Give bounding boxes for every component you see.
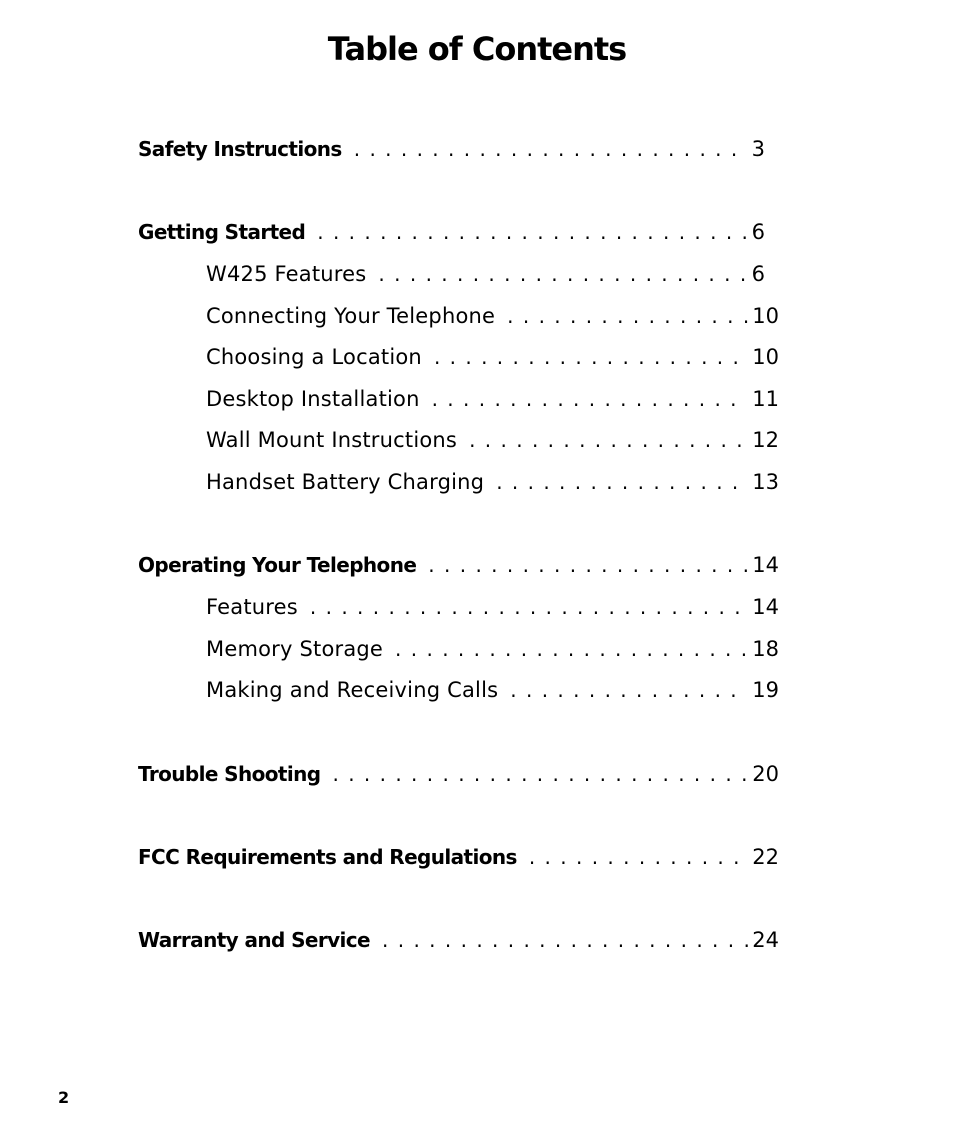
dot-leader <box>378 259 747 289</box>
toc-entry-safety-instructions[interactable] <box>138 134 765 164</box>
dot-leader <box>317 217 747 247</box>
toc-entry-page: 10 <box>752 304 779 328</box>
toc-entry-page: 3 <box>751 137 765 161</box>
toc-entry-label: Getting Started <box>138 220 306 244</box>
toc-entry-page: 24 <box>752 928 779 952</box>
toc-entry-page: 19 <box>752 678 779 702</box>
toc-entry-fcc-requirements[interactable] <box>138 842 779 872</box>
toc-entry-memory-storage[interactable] <box>206 634 779 664</box>
toc-entry-w425-features[interactable] <box>206 259 765 289</box>
toc-entry-connecting-your-telephone[interactable] <box>206 301 779 331</box>
toc-entry-page: 6 <box>751 262 765 286</box>
toc-entry-features[interactable] <box>206 592 779 622</box>
toc-entry-label: Connecting Your Telephone <box>206 304 496 328</box>
dot-leader <box>382 925 748 955</box>
toc-entry-wall-mount-instructions[interactable] <box>206 425 779 455</box>
page-title: Table of Contents <box>327 30 627 68</box>
toc-entry-trouble-shooting[interactable] <box>138 759 779 789</box>
dot-leader <box>529 842 748 872</box>
dot-leader <box>428 550 748 580</box>
toc-entry-page: 13 <box>752 470 779 494</box>
toc-entry-desktop-installation[interactable] <box>206 384 779 414</box>
toc-entry-page: 18 <box>752 637 779 661</box>
toc-entry-operating-your-telephone[interactable] <box>138 550 779 580</box>
dot-leader <box>354 134 748 164</box>
dot-leader <box>395 634 748 664</box>
dot-leader <box>310 592 748 622</box>
toc-entry-page: 14 <box>752 553 779 577</box>
toc-entry-label: Features <box>206 595 298 619</box>
toc-entry-label: Memory Storage <box>206 637 384 661</box>
toc-entry-label: Handset Battery Charging <box>206 470 485 494</box>
toc-entry-page: 6 <box>751 220 765 244</box>
dot-leader <box>432 384 749 414</box>
toc-entry-label: Safety Instructions <box>138 137 342 161</box>
dot-leader <box>510 675 748 705</box>
toc-entry-label: Choosing a Location <box>206 345 422 369</box>
toc-entry-page: 12 <box>752 428 779 452</box>
toc-entry-handset-battery-charging[interactable] <box>206 467 779 497</box>
toc-entry-page: 20 <box>752 762 779 786</box>
toc-entry-label: FCC Requirements and Regulations <box>138 845 517 869</box>
dot-leader <box>469 425 748 455</box>
toc-entry-label: Warranty and Service <box>138 928 371 952</box>
toc-entry-choosing-a-location[interactable] <box>206 342 779 372</box>
toc-entry-page: 10 <box>752 345 779 369</box>
toc-entry-label: Wall Mount Instructions <box>206 428 458 452</box>
toc-entry-label: Operating Your Telephone <box>138 553 417 577</box>
toc-entry-page: 14 <box>752 595 779 619</box>
toc-entry-page: 22 <box>752 845 779 869</box>
toc-entry-label: Trouble Shooting <box>138 762 321 786</box>
page-number: 2 <box>58 1088 70 1107</box>
toc-entry-page: 11 <box>752 387 779 411</box>
toc-entry-label: Desktop Installation <box>206 387 420 411</box>
dot-leader <box>496 467 748 497</box>
toc-entry-label: W425 Features <box>206 262 367 286</box>
toc-entry-making-and-receiving-calls[interactable] <box>206 675 779 705</box>
dot-leader <box>332 759 748 789</box>
toc-entry-getting-started[interactable] <box>138 217 765 247</box>
dot-leader <box>434 342 748 372</box>
dot-leader <box>507 301 748 331</box>
toc-entry-warranty-and-service[interactable] <box>138 925 779 955</box>
toc-entry-label: Making and Receiving Calls <box>206 678 499 702</box>
